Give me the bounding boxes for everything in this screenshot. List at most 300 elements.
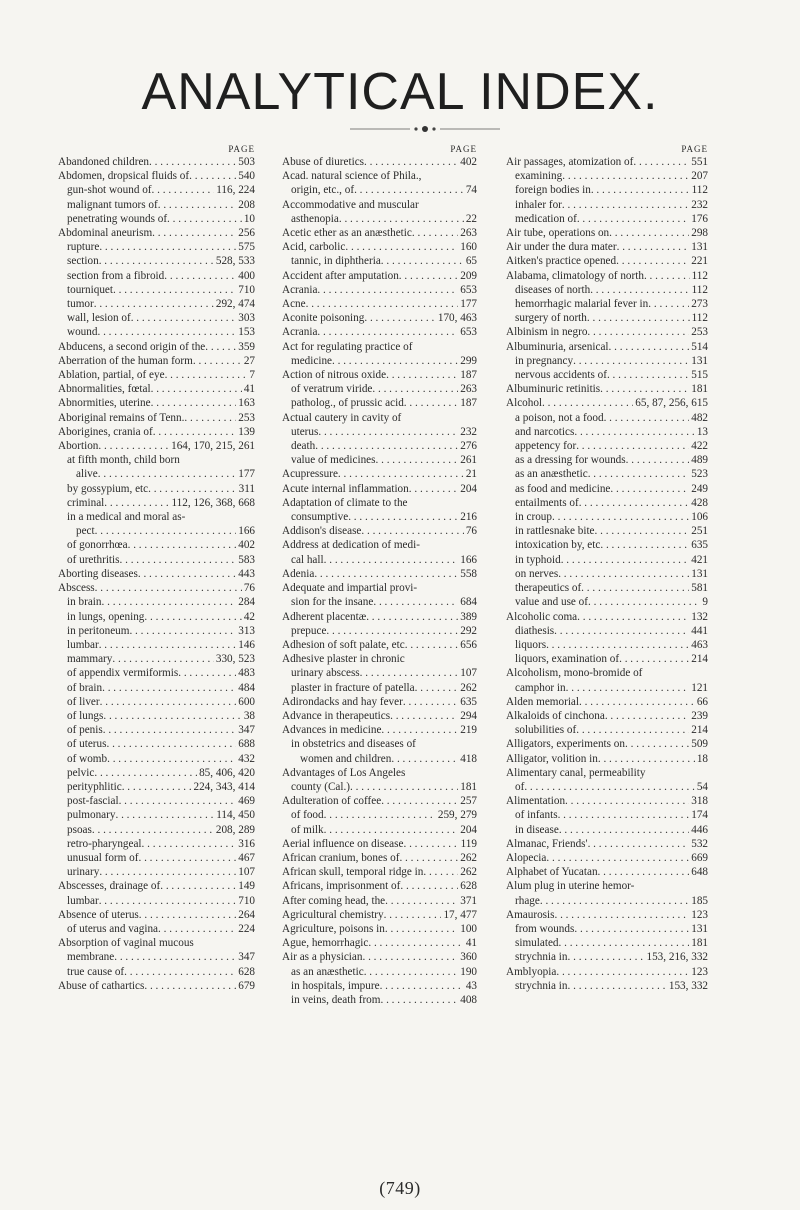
index-term: Actual cautery in cavity of xyxy=(282,411,402,424)
page-references: 251 xyxy=(691,525,708,538)
index-term: Aconite poisoning xyxy=(282,312,365,325)
index-entry xyxy=(506,752,708,766)
dot-leader xyxy=(598,752,695,766)
index-entry xyxy=(58,737,255,751)
page-references: 628 xyxy=(460,880,477,893)
dot-leader xyxy=(153,425,236,439)
page-references: 422 xyxy=(691,440,708,453)
index-entry xyxy=(282,439,477,453)
page-references: 259, 279 xyxy=(437,809,477,822)
index-entry xyxy=(58,695,255,709)
page-references: 583 xyxy=(238,553,255,566)
index-term: Adhesive plaster in chronic xyxy=(282,653,405,666)
page-references xyxy=(642,666,644,680)
page-references: 123 xyxy=(691,908,708,921)
dot-leader xyxy=(600,538,689,552)
page-references: 166 xyxy=(460,553,477,566)
page-references: 263 xyxy=(460,227,477,240)
page-references: 256 xyxy=(238,227,255,240)
index-entry xyxy=(282,524,477,538)
page-references: 10 xyxy=(243,212,255,225)
page-references: 669 xyxy=(691,851,708,864)
index-entry xyxy=(506,240,708,254)
index-entry xyxy=(506,666,708,680)
page-references xyxy=(408,496,410,510)
dot-leader xyxy=(609,340,690,354)
index-entry xyxy=(58,368,255,382)
dot-leader xyxy=(644,269,690,283)
dot-leader xyxy=(405,638,459,652)
index-entry xyxy=(282,453,477,467)
index-term: medicine xyxy=(291,354,333,367)
index-entry xyxy=(58,823,255,837)
index-entry xyxy=(282,254,477,268)
index-entry xyxy=(506,453,708,467)
index-term: section xyxy=(67,255,99,268)
dot-leader xyxy=(381,794,458,808)
index-term: Alimentation xyxy=(506,795,566,808)
dot-leader xyxy=(128,538,237,552)
index-term: of veratrum viride xyxy=(291,383,373,396)
index-term: women and children xyxy=(300,752,392,765)
index-term: Advances in medicine xyxy=(282,724,382,737)
index-entry xyxy=(282,269,477,283)
page-references: 389 xyxy=(460,610,477,623)
dot-leader xyxy=(106,737,236,751)
page-references: 121 xyxy=(691,681,708,694)
page-references: 177 xyxy=(460,298,477,311)
dot-leader xyxy=(339,212,464,226)
page-references: 123 xyxy=(691,965,708,978)
dot-leader xyxy=(345,240,458,254)
index-entry xyxy=(282,169,477,183)
index-entry xyxy=(506,766,708,780)
index-term: county (Cal.) xyxy=(291,780,351,793)
index-term: urinary xyxy=(67,866,100,879)
page-references: 107 xyxy=(238,866,255,879)
index-term: from wounds xyxy=(515,922,575,935)
dot-leader xyxy=(98,467,236,481)
page-references xyxy=(185,510,187,524)
index-entry xyxy=(58,396,255,410)
index-entry xyxy=(282,993,477,1007)
index-entry xyxy=(282,709,477,723)
dot-leader xyxy=(350,780,458,794)
index-term: as an anæsthetic xyxy=(291,965,364,978)
dot-leader xyxy=(193,354,242,368)
index-term: Adulteration of coffee xyxy=(282,795,382,808)
index-term: tourniquet xyxy=(67,283,113,296)
dot-leader xyxy=(102,681,236,695)
dot-leader xyxy=(590,283,689,297)
page-references: 7 xyxy=(249,369,255,382)
dot-leader xyxy=(364,965,459,979)
index-entry xyxy=(282,553,477,567)
dot-leader xyxy=(403,695,458,709)
index-entry xyxy=(58,411,255,425)
index-term: Almanac, Friends' xyxy=(506,837,588,850)
dot-leader xyxy=(368,936,463,950)
dot-leader xyxy=(149,155,236,169)
dot-leader xyxy=(561,553,690,567)
index-entry xyxy=(58,510,255,524)
page-references: 18 xyxy=(696,752,708,765)
page-references: 27 xyxy=(243,354,255,367)
index-entry xyxy=(282,666,477,680)
dot-leader xyxy=(576,723,689,737)
index-term: of infants xyxy=(515,809,558,822)
dot-leader xyxy=(95,524,237,538)
page-references: 181 xyxy=(691,937,708,950)
index-term: Aborting diseases xyxy=(58,567,138,580)
dot-leader xyxy=(399,851,458,865)
page-references: 446 xyxy=(691,823,708,836)
dot-leader xyxy=(391,752,458,766)
index-entry xyxy=(506,879,708,893)
index-term: Amaurosis xyxy=(506,908,555,921)
dot-leader xyxy=(577,212,689,226)
index-term: medication of xyxy=(515,212,577,225)
dot-leader xyxy=(317,283,458,297)
dot-leader xyxy=(576,439,689,453)
dot-leader xyxy=(364,155,458,169)
page-references: 441 xyxy=(691,624,708,637)
index-term: of milk xyxy=(291,823,324,836)
page-references: 204 xyxy=(460,482,477,495)
index-entry xyxy=(506,965,708,979)
index-entry xyxy=(282,482,477,496)
index-term: uterus xyxy=(291,425,319,438)
index-entry xyxy=(282,737,477,751)
page-references: 131 xyxy=(691,241,708,254)
index-entry xyxy=(506,695,708,709)
page-references: 112 xyxy=(691,283,708,296)
index-term: pect xyxy=(76,525,95,538)
page-references: 273 xyxy=(691,298,708,311)
page-references: 207 xyxy=(691,170,708,183)
index-term: consumptive xyxy=(291,511,349,524)
page-references: 185 xyxy=(691,894,708,907)
dot-leader xyxy=(95,581,242,595)
dot-leader xyxy=(568,979,667,993)
index-entry xyxy=(506,340,708,354)
index-term: Acrania xyxy=(282,283,318,296)
dot-leader xyxy=(360,666,459,680)
index-term: Abdomen, dropsical fluids of xyxy=(58,170,190,183)
dot-leader xyxy=(315,439,458,453)
index-term: Abscess xyxy=(58,582,95,595)
page-references: 21 xyxy=(465,468,477,481)
index-entry xyxy=(282,808,477,822)
index-entry xyxy=(58,198,255,212)
index-term: foreign bodies in xyxy=(515,184,591,197)
page-references: 146 xyxy=(238,638,255,651)
dot-leader xyxy=(648,297,689,311)
page-references xyxy=(645,766,647,780)
dot-leader xyxy=(158,198,236,212)
dot-leader xyxy=(189,169,236,183)
page-references: 371 xyxy=(460,894,477,907)
page-references: 232 xyxy=(460,425,477,438)
index-entry xyxy=(58,610,255,624)
page-title: ANALYTICAL INDEX. xyxy=(141,63,659,121)
page-references: 214 xyxy=(691,653,708,666)
index-term: hemorrhagic malarial fever in xyxy=(515,298,649,311)
index-term: Africans, imprisonment of xyxy=(282,880,401,893)
index-entry xyxy=(282,752,477,766)
dot-leader xyxy=(97,325,236,339)
page-references xyxy=(420,538,422,552)
index-column-3 xyxy=(506,143,708,993)
dot-leader xyxy=(558,808,690,822)
index-term: appetency for xyxy=(515,440,577,453)
index-term: origin, etc., of xyxy=(291,184,355,197)
index-entry xyxy=(58,879,255,893)
page-references: 600 xyxy=(238,695,255,708)
index-entry xyxy=(58,155,255,169)
index-term: as food and medicine xyxy=(515,482,611,495)
index-entry xyxy=(58,169,255,183)
index-entry xyxy=(506,709,708,723)
index-entry xyxy=(282,581,477,595)
dot-leader xyxy=(554,624,689,638)
index-term: Abortion xyxy=(58,440,99,453)
page-references: 653 xyxy=(460,326,477,339)
dot-leader xyxy=(610,482,689,496)
index-entry xyxy=(506,155,708,169)
page-references xyxy=(194,936,196,950)
page-references: 163 xyxy=(238,397,255,410)
dot-leader xyxy=(314,567,458,581)
page-references: 181 xyxy=(691,383,708,396)
index-entry xyxy=(506,524,708,538)
index-term: Acupressure xyxy=(282,468,338,481)
page-references: 41 xyxy=(465,937,477,950)
index-term: nervous accidents of xyxy=(515,369,607,382)
index-entry xyxy=(58,226,255,240)
index-term: wound xyxy=(67,326,98,339)
dot-leader xyxy=(94,297,214,311)
page-references: 303 xyxy=(238,312,255,325)
index-term: Agricultural chemistry xyxy=(282,908,384,921)
page-references: 177 xyxy=(238,468,255,481)
page-references: 318 xyxy=(691,795,708,808)
index-term: Air passages, atomization of xyxy=(506,156,634,168)
index-entry xyxy=(58,865,255,879)
index-term: asthenopia xyxy=(291,212,339,225)
index-entry xyxy=(506,169,708,183)
index-entry xyxy=(506,538,708,552)
index-term: intoxication by, etc xyxy=(515,539,601,552)
page-references: 164, 170, 215, 261 xyxy=(171,440,255,453)
page-references: 635 xyxy=(460,695,477,708)
index-entry xyxy=(282,979,477,993)
dot-leader xyxy=(317,325,458,339)
index-term: true cause of xyxy=(67,965,125,978)
dot-leader xyxy=(400,879,458,893)
page-references: 528, 533 xyxy=(215,255,255,268)
index-term: malignant tumors of xyxy=(67,198,158,211)
index-term: Abdominal aneurism xyxy=(58,227,153,240)
index-term: Acrania xyxy=(282,326,318,339)
dot-leader xyxy=(112,652,213,666)
page-references: 131 xyxy=(691,922,708,935)
dot-leader xyxy=(139,908,236,922)
index-term: plaster in fracture of patella xyxy=(291,681,415,694)
index-entry xyxy=(282,723,477,737)
index-column-2 xyxy=(282,143,477,1007)
index-term: pulmonary xyxy=(67,809,116,822)
index-entry xyxy=(58,652,255,666)
index-entry xyxy=(506,950,708,964)
index-entry xyxy=(58,283,255,297)
index-term: Advance in therapeutics xyxy=(282,709,391,722)
index-entry xyxy=(58,908,255,922)
index-term: wall, lesion of xyxy=(67,312,131,325)
dot-leader xyxy=(385,922,458,936)
index-term: Absence of uterus xyxy=(58,908,139,921)
index-term: Alcohol xyxy=(506,397,543,410)
index-term: Addison's disease xyxy=(282,525,362,538)
dot-leader xyxy=(587,325,689,339)
index-entry xyxy=(282,183,477,197)
index-term: Acad. natural science of Phila., xyxy=(282,170,422,183)
index-term: Action of nitrous oxide xyxy=(282,369,387,382)
dot-leader xyxy=(423,865,458,879)
index-term: in disease xyxy=(515,823,559,836)
page-references: 532 xyxy=(691,837,708,850)
index-term: Advantages of Los Angeles xyxy=(282,766,406,779)
dot-leader xyxy=(364,311,435,325)
index-entry xyxy=(58,794,255,808)
index-term: Adenia xyxy=(282,567,315,580)
dot-leader xyxy=(144,979,236,993)
dot-leader xyxy=(376,453,459,467)
dot-leader xyxy=(588,595,700,609)
index-term: Air tube, operations on xyxy=(506,227,610,240)
index-entry xyxy=(506,269,708,283)
index-entry xyxy=(58,808,255,822)
column-page-heading: PAGE xyxy=(228,144,255,154)
index-entry xyxy=(282,837,477,851)
index-term: Alcoholism, mono-bromide of xyxy=(506,667,643,680)
page-references: 232 xyxy=(691,198,708,211)
page-references: 540 xyxy=(238,170,255,183)
index-term: lumbar xyxy=(67,894,99,907)
page-references: 635 xyxy=(691,539,708,552)
index-term: Act for regulating practice of xyxy=(282,340,413,353)
page-references: 292, 474 xyxy=(215,298,255,311)
index-entry xyxy=(506,212,708,226)
page-references: 249 xyxy=(691,482,708,495)
dot-leader xyxy=(568,950,645,964)
dot-leader xyxy=(372,382,458,396)
index-term: Alcoholic coma xyxy=(506,610,578,623)
page-references xyxy=(419,198,421,212)
index-term: unusual form of xyxy=(67,851,139,864)
column-page-heading: PAGE xyxy=(450,144,477,154)
dot-leader xyxy=(381,254,464,268)
index-term: Accommodative and muscular xyxy=(282,198,419,211)
dot-leader xyxy=(151,396,237,410)
index-entry xyxy=(282,467,477,481)
column-page-heading: PAGE xyxy=(681,144,708,154)
page-references: 131 xyxy=(691,567,708,580)
dot-leader xyxy=(99,865,236,879)
index-entry xyxy=(506,198,708,212)
page-references: 114, 450 xyxy=(216,809,255,822)
index-term: Aerial influence on disease xyxy=(282,837,404,850)
index-entry xyxy=(58,851,255,865)
page-references: 313 xyxy=(238,624,255,637)
index-entry xyxy=(58,467,255,481)
page-references: 262 xyxy=(460,681,477,694)
dot-leader xyxy=(399,269,458,283)
page-references: 119 xyxy=(460,837,477,850)
dot-leader xyxy=(354,183,464,197)
index-term: cal hall xyxy=(291,553,324,566)
index-term: Ablation, partial, of eye xyxy=(58,369,165,382)
page-references: 38 xyxy=(243,709,255,722)
page-references: 76 xyxy=(243,582,255,595)
index-entry xyxy=(282,567,477,581)
index-term: in obstetrics and diseases of xyxy=(291,738,416,751)
page-references: 131 xyxy=(691,354,708,367)
dot-leader xyxy=(385,894,458,908)
index-entry xyxy=(282,368,477,382)
index-entry xyxy=(282,823,477,837)
index-term: alive xyxy=(76,468,98,481)
index-entry xyxy=(58,382,255,396)
dot-leader xyxy=(148,482,237,496)
index-term: in a medical and moral as- xyxy=(67,511,186,524)
dot-leader xyxy=(633,155,689,169)
dot-leader xyxy=(617,240,690,254)
page-references: 316 xyxy=(238,837,255,850)
index-entry xyxy=(506,411,708,425)
index-entry xyxy=(506,467,708,481)
index-entry xyxy=(282,879,477,893)
index-entry xyxy=(282,780,477,794)
dot-leader xyxy=(380,979,464,993)
page-references: 402 xyxy=(238,539,255,552)
index-entry xyxy=(282,283,477,297)
index-entry xyxy=(282,851,477,865)
index-entry xyxy=(58,936,255,950)
index-entry xyxy=(506,254,708,268)
dot-leader xyxy=(619,652,689,666)
dot-leader xyxy=(380,993,458,1007)
index-term: diathesis xyxy=(515,624,555,637)
dot-leader xyxy=(152,226,236,240)
index-entry xyxy=(282,638,477,652)
page-references: 262 xyxy=(460,866,477,879)
index-entry xyxy=(58,183,255,197)
page-references: 483 xyxy=(238,667,255,680)
page-references: 489 xyxy=(691,454,708,467)
index-term: Alimentary canal, permeability xyxy=(506,766,646,779)
page-references: 402 xyxy=(460,156,477,168)
dot-leader xyxy=(562,169,689,183)
dot-leader xyxy=(119,794,237,808)
index-term: sion for the insane xyxy=(291,596,374,609)
dot-leader xyxy=(100,695,237,709)
index-term: Alopecia xyxy=(506,851,547,864)
page-references: 181 xyxy=(460,780,477,793)
index-term: Acid, carbolic xyxy=(282,241,346,254)
page-references: 514 xyxy=(691,340,708,353)
index-term: Aberration of the human form xyxy=(58,354,193,367)
